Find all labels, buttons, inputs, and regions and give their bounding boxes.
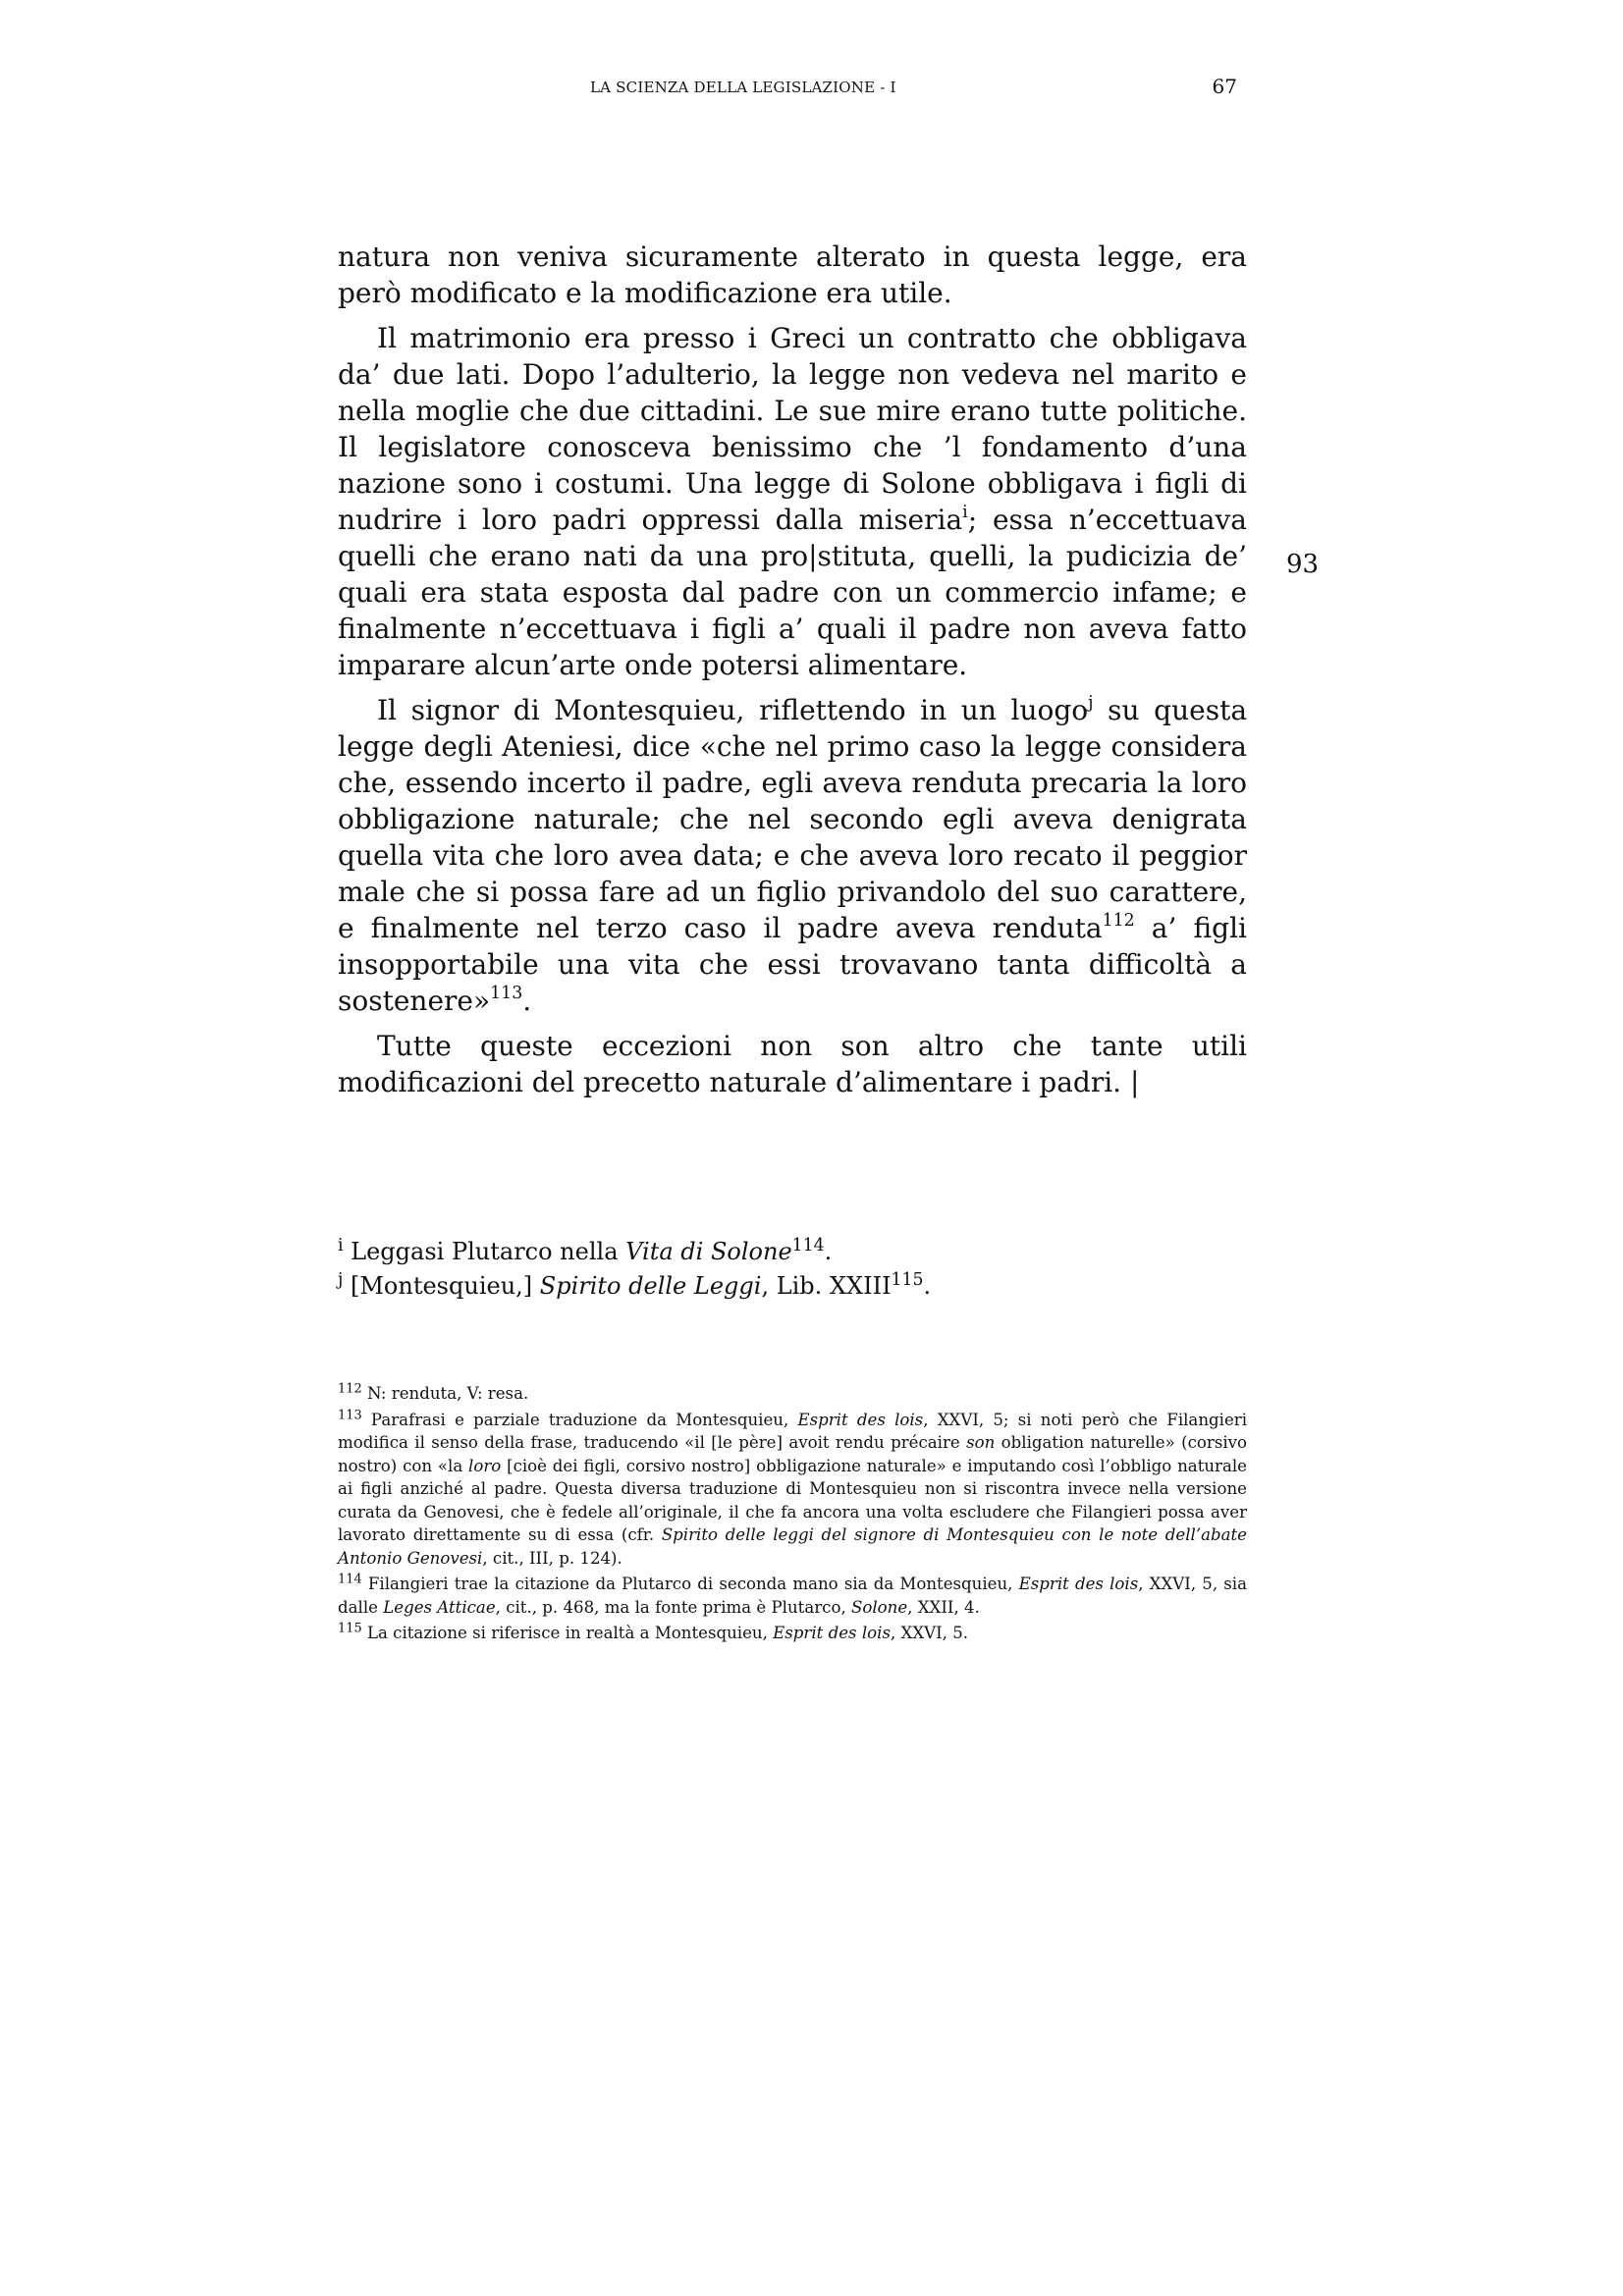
editor-note: $^{115}$ La citazione si riferisce in realtà a Montesquieu, Esprit des lois, XXVI, 5. [338,1621,969,1642]
editor-note: $^{112}$ N: renduta, V: resa. [338,1381,529,1403]
author-note: $^i$ Leggasi Plutarco nella Vita di Solone$^{114}$. [338,1236,833,1265]
author-note: $^j$ [Montesquieu,] Spirito delle Leggi, Lib. XXIII$^{115}$. [338,1270,932,1300]
footnote-ref: 112 [1102,910,1135,931]
editor-note: $^{114}$ Filangieri trae la citazione da Plutarco di seconda mano sia da Montesquieu, Esprit des lois, XXVI, 5, sia dalle Leges Atticae, cit., p. 468, ma la fonte prima è Plutarco, Solone, XXII, 4. [338,1572,1247,1617]
running-title: LA SCIENZA DELLA LEGISLAZIONE - I [590,79,896,96]
main-text [338,239,1247,1109]
running-head [379,75,1243,108]
paragraph: Il signor di Montesquieu, riflettendo in un luogo$^j$ su questa legge degli Ateniesi, dice «che nel primo caso la legge considera che, essendo incerto il padre, egli aveva renduta precaria la loro obbligazione naturale; che nel secondo egli aveva denigrata quella vita che loro avea data; e che aveva loro recato il peggior male che si possa fare ad un figlio privandolo del suo carattere, e finalmente nel terzo caso il padre aveva renduta$^{112}$ a’ figli insopportabile una vita che essi trovavano tanta difficoltà a sostenere»$^{113}$. [338,692,1248,1017]
footnote-ref: i [962,502,968,522]
author-notes [338,1235,1247,1304]
footnote-ref: j [1088,692,1094,713]
paragraph: Tutte queste eccezioni non son altro che tante utili modificazioni del precetto naturale d’alimentare i padri. | [338,1030,1247,1098]
paragraph: Il matrimonio era presso i Greci un contratto che obbligava da’ due lati. Dopo l’adulterio, la legge non vedeva nel marito e nella moglie che due cittadini. Le sue mire erano tutte politiche. Il legislatore conosceva benissimo che ’l fondamento d’una nazione sono i costumi. Una legge di Solone obbligava i figli di nudrire i loro padri oppressi dalla miseria$^i$; essa n’eccettuava quelli che erano nati da una pro|stituta, quelli, la pudicizia de’ quali era stata esposta dal padre con un commercio infame; e finalmente n’eccettuava i figli a’ quali il padre non aveva fatto imparare alcun’arte onde potersi alimentare. [338,322,1247,681]
footnote-ref: 113 [490,983,523,1003]
page-number: 67 [1212,75,1237,98]
editor-note: $^{113}$ Parafrasi e parziale traduzione da Montesquieu, Esprit des lois, XXVI, 5; si noti però che Filangieri modifica il senso della frase, traducendo «il [le père] avoit rendu précaire son obligation naturelle» (corsivo nostro) con «la loro [cioè dei figli, corsivo nostro] obbligazione naturale» e imputando così l’obbligo naturale ai figli anziché al padre. Questa diversa traduzione di Montesquieu non si riscontra invece nella versione curata da Genovesi, che è fedele all’originale, il che fa ancora una volta escludere che Filangieri possa aver lavorato direttamente su di essa (cfr. Spirito delle leggi del signore di Montesquieu con le note dell’abate Antonio Genovesi, cit., III, p. 124). [338,1407,1248,1568]
editor-notes [338,1382,1247,1648]
paragraph: natura non veniva sicuramente alterato in questa legge, era però modificato e la modificazione era utile. [338,240,1247,309]
margin-page-number: 93 [1286,550,1320,579]
